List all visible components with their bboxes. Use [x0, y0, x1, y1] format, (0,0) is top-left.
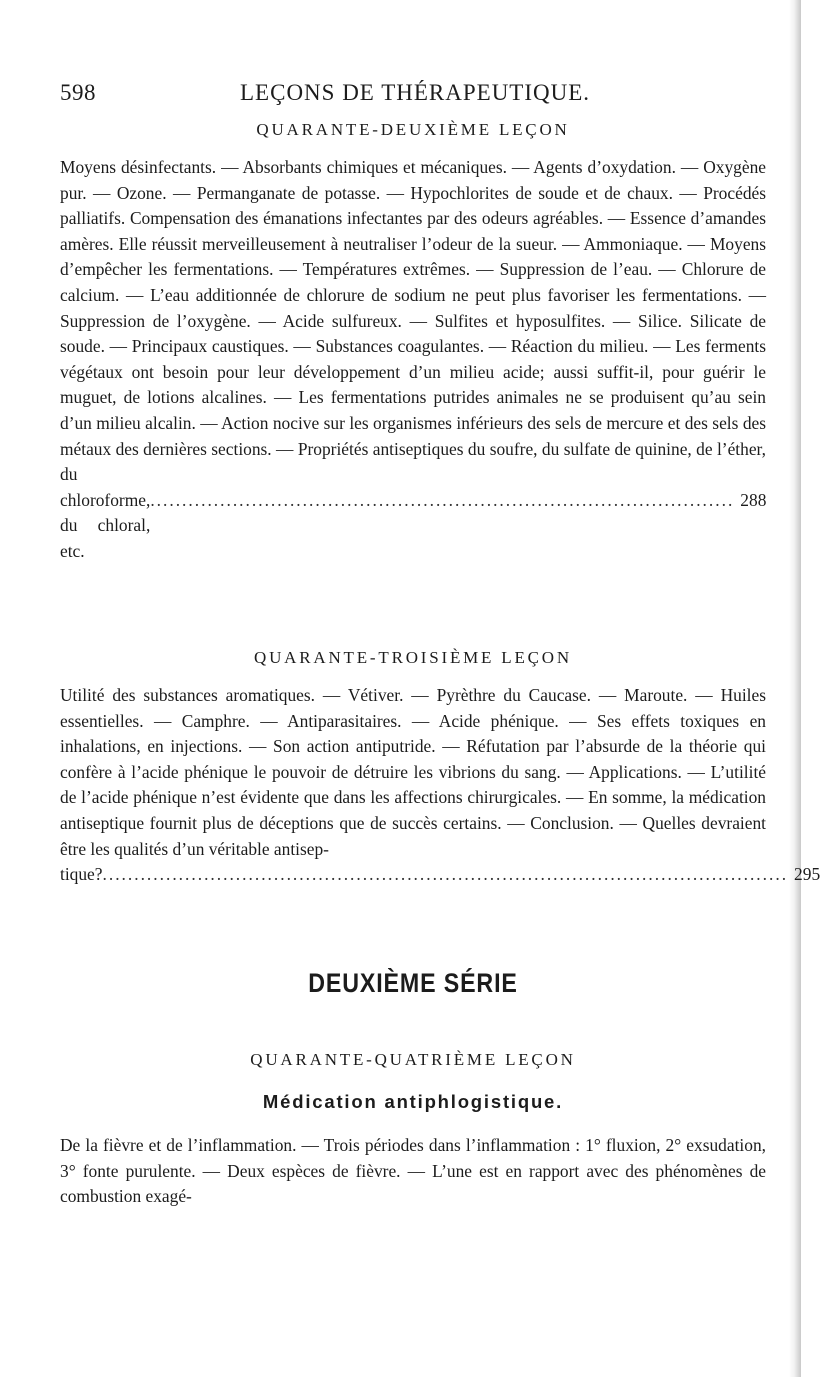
lesson-42-summary-text: Moyens désinfectants. — Absorbants chimiques et mécaniques. — Agents d’oxydation. — Oxygène pur. — Ozone. — Permanganate de potasse. — Hypochlorites de soude et de chaux. — Procédés palliatifs. Compensation des émanations infectantes par des odeurs agréables. — Essence d’amandes amères. Elle réussit merveilleusement à neutraliser l’odeur de la sueur. — Ammoniaque. — Moyens d’empêcher les fermentations. — Températures extrêmes. — Suppression de l’eau. — Chlorure de calcium. — L’eau additionnée de chlorure de sodium ne peut plus favoriser les fermentations. — Suppression de l’oxygène. — Acide sulfureux. — Sulfites et hyposulfites. — Silice. Silicate de soude. — Principaux caustiques. — Substances coagulantes. — Réaction du milieu. — Les ferments végétaux ont besoin pour leur développement d’un milieu acide; aussi suffit-il, pour guérir le muguet, de lotions alcalines. — Les fermentations putrides animales ne se produisent qu’au sein d’un milieu alcalin. — Action nocive sur les organismes inférieurs des sels de mercure et des sels des métaux des dernières sections. — Propriétés antiseptiques du soufre, du sulfate de quinine, de l’éther, du [60, 157, 766, 485]
lesson-43-summary-text: Utilité des substances aromatiques. — Vétiver. — Pyrèthre du Caucase. — Maroute. — Huiles essentielles. — Camphre. — Antiparasitaires. — Acide phénique. — Ses effets toxiques en inhalations, en injections. — Son action antiputride. — Réfutation par l’absurde de la théorie qui confère à l’acide phénique le pouvoir de détruire les vibrions du sang. — Applications. — L’utilité de l’acide phénique n’est évidente que dans les affections chirurgicales. — En somme, la médication antiseptique fournit plus de déceptions que de succès certains. — Conclusion. — Quelles devraient être les qualités d’un véritable antisep- [60, 685, 766, 859]
lesson-42-toc-line [60, 488, 766, 565]
lesson-42-summary [60, 155, 766, 565]
page-edge-shadow [789, 0, 801, 1377]
lesson-43-title: QUARANTE-TROISIÈME LEÇON [254, 648, 572, 667]
lesson-43-summary [60, 683, 820, 888]
dot-leader: ............................................................................................................ [102, 864, 789, 885]
series-title: DEUXIÈME SÉRIE [308, 968, 518, 998]
lesson-42-title: QUARANTE-DEUXIÈME LEÇON [256, 120, 570, 139]
lesson-44-summary-text: De la fièvre et de l’inflammation. — Trois périodes dans l’inflammation : 1° fluxion, 2° exsudation, 3° fonte purulente. — Deux espèces de fièvre. — L’une est en rapport avec des phénomènes de combustion exagé- [60, 1135, 766, 1207]
running-title: LEÇONS DE THÉRAPEUTIQUE. [240, 80, 591, 105]
running-header [60, 72, 720, 112]
lesson-43-toc-line [60, 862, 820, 888]
lesson-44-subject: Médication antiphlogistique. [262, 1091, 564, 1112]
lesson-42-page-ref: 288 [740, 489, 767, 510]
lesson-43-last-line: tique? [60, 864, 103, 885]
lesson-44-summary [60, 1133, 766, 1210]
dot-leader: ............................................................................................ [150, 489, 735, 510]
lesson-43-page-ref: 295 [794, 864, 820, 885]
lesson-42-last-line: chloroforme, du chloral, etc. [60, 489, 151, 561]
lesson-44-title: QUARANTE-QUATRIÈME LEÇON [250, 1050, 576, 1069]
page-number: 598 [60, 80, 96, 105]
